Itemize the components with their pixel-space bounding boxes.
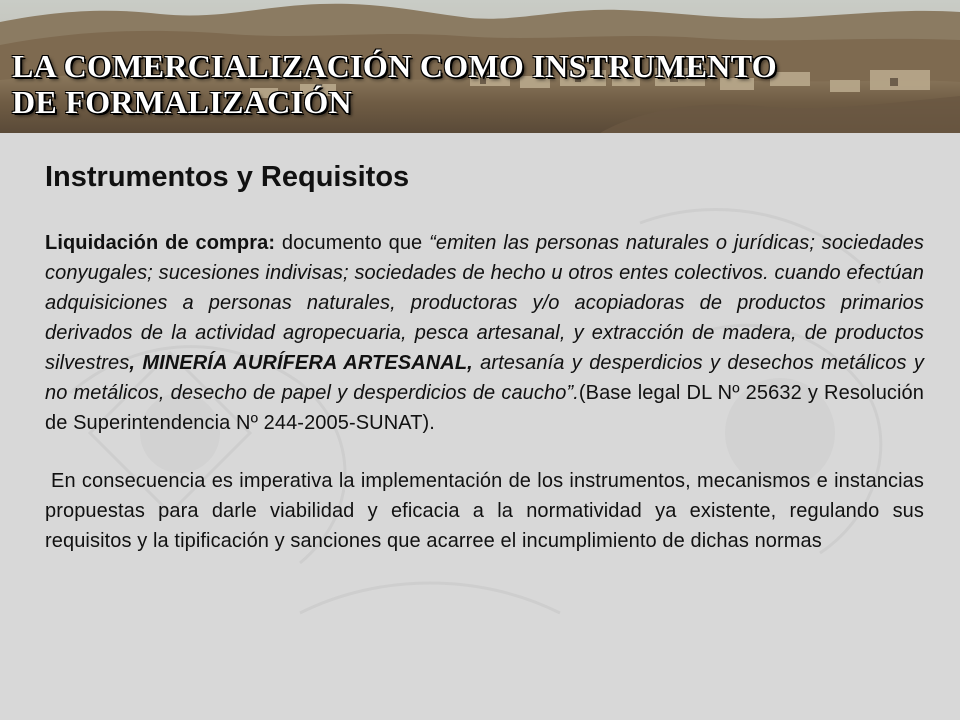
paragraph1-intro: documento que [275, 232, 430, 254]
banner-title [12, 48, 942, 120]
paragraph-consecuencia: En consecuencia es imperativa la implementación de los instrumentos, mecanismos e instancias propuestas para darle viabilidad y eficacia a la normatividad ya existente, regulando sus requisitos y la tipificación y sanciones que acarree el incumplimiento de dichas normas [45, 470, 924, 552]
paragraph1-legal-basis: (Base legal DL Nº 25632 y Resolución de Superintendencia Nº 244-2005-SUNAT). [45, 382, 925, 434]
term-label: Liquidación de compra: [45, 232, 276, 254]
paragraph1-quote-part1: “emiten las personas naturales o jurídicas; sociedades conyugales; sucesiones indivisas; sociedades de hecho u otros entes colectivos. cuando efectúan adquisiciones a personas naturales, productoras y/o acopiadoras de productos primarios derivados de la actividad agropecuaria, pesca artesanal, y extracción de madera, de productos silvestres [45, 232, 924, 374]
paragraph-liquidacion [45, 228, 924, 438]
header-banner [0, 0, 960, 133]
main-content [45, 160, 924, 556]
banner-title-line1: LA COMERCIALIZACIÓN COMO INSTRUMENTO [12, 48, 777, 84]
paragraph1-emphasis: , MINERÍA AURÍFERA ARTESANAL, [129, 352, 473, 374]
paragraph1-quote-part2: artesanía y desperdicios y desechos metálicos y no metálicos, desecho de papel y desperdicios de caucho”. [45, 352, 924, 404]
section-title: Instrumentos y Requisitos [45, 161, 410, 193]
banner-title-line2: DE FORMALIZACIÓN [12, 84, 352, 120]
